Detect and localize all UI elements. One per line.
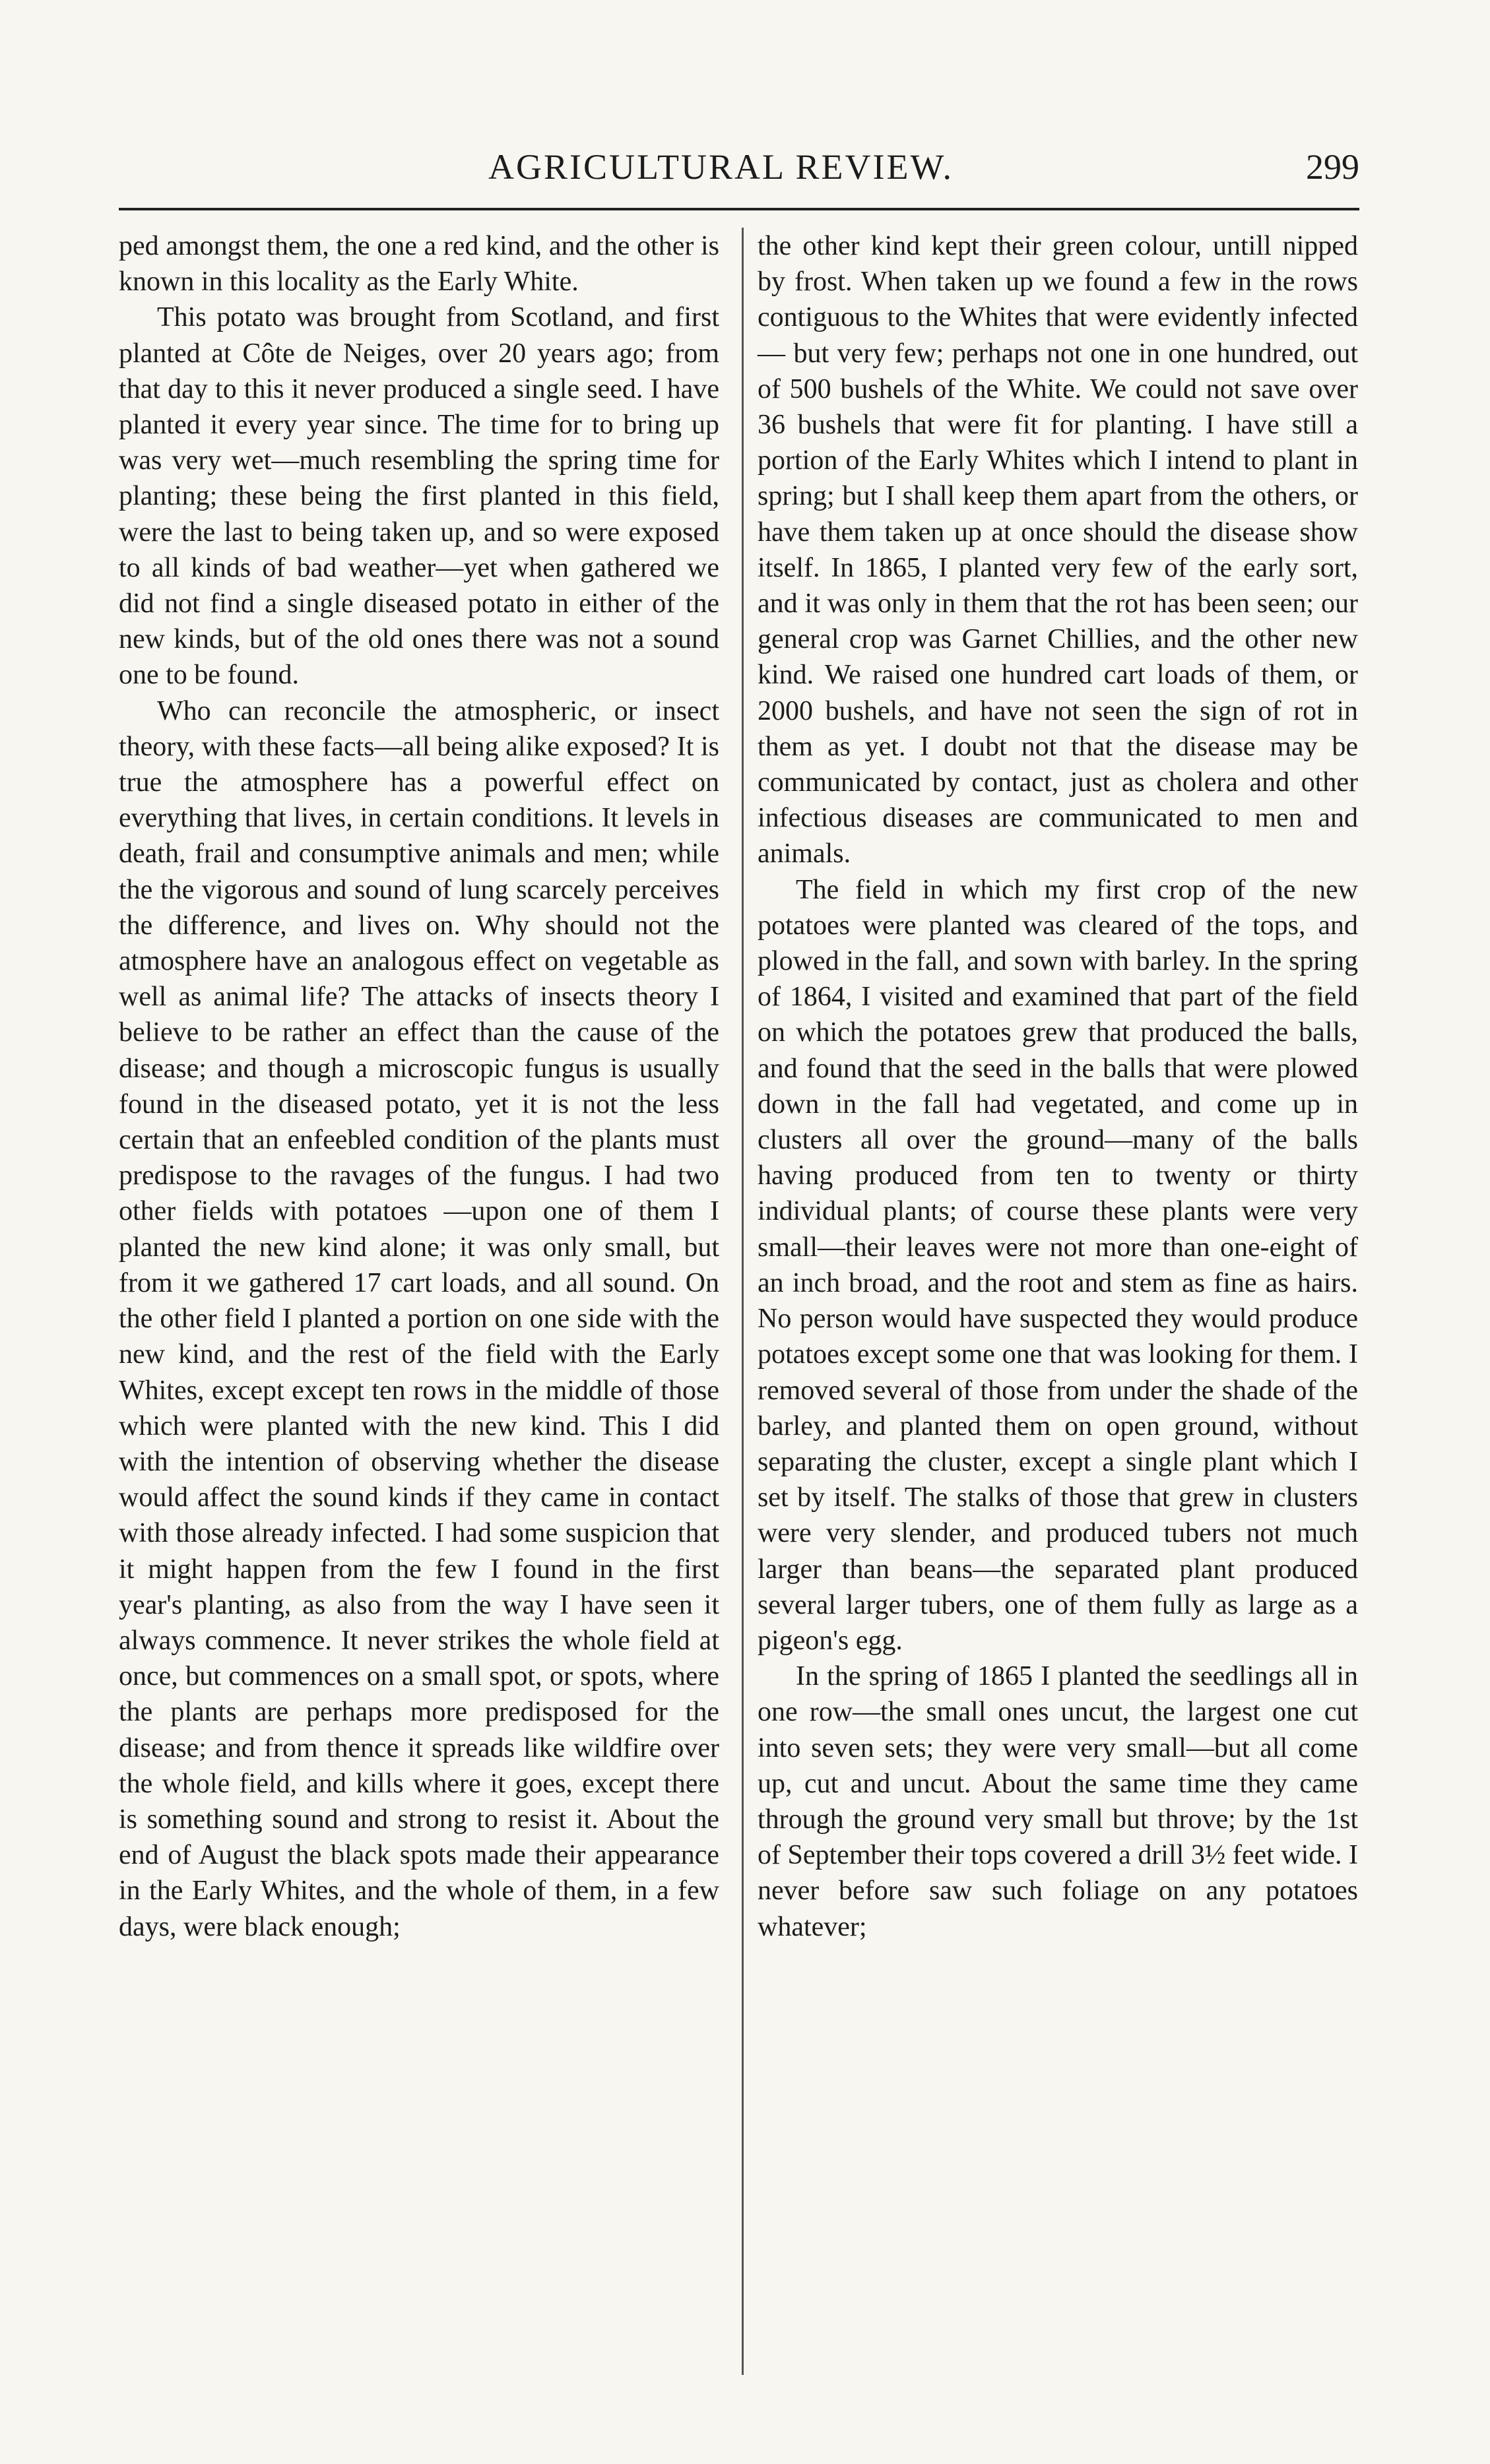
left-column [119,228,719,1945]
paragraph: Who can reconcile the atmospheric, or insect theory, with these facts—all being alike exposed? It is true the atmosphere has a powerful effect on everything that lives, in certain conditions. It levels in death, frail and consumptive animals and men; while the the vigorous and sound of lung scarcely perceives the difference, and lives on. Why should not the atmosphere have an analogous effect on vegetable as well as animal life? The attacks of insects theory I believe to be rather an effect than the cause of the disease; and though a microscopic fungus is usually found in the diseased potato, yet it is not the less certain that an enfeebled condition of the plants must predispose to the ravages of the fungus. I had two other fields with potatoes —upon one of them I planted the new kind alone; it was only small, but from it we gathered 17 cart loads, and all sound. On the other field I planted a portion on one side with the new kind, and the rest of the field with the Early Whites, except except ten rows in the middle of those which were planted with the new kind. This I did with the intention of observing whether the disease would affect the sound kinds if they came in contact with those already infected. I had some suspicion that it might happen from the few I found in the first year's planting, as also from the way I have seen it always commence. It never strikes the whole field at once, but commences on a small spot, or spots, where the plants are perhaps more predisposed for the disease; and from thence it spreads like wildfire over the whole field, and kills where it goes, except there is something sound and strong to resist it. About the end of August the black spots made their appearance in the Early Whites, and the whole of them, in a few days, were black enough; [119,695,719,1942]
paragraph: ped amongst them, the one a red kind, and the other is known in this locality as the Early White. [119,231,719,298]
paragraph: This potato was brought from Scotland, and first planted at Côte de Neiges, over 20 years ago; from that day to this it never produced a single seed. I have planted it every year since. The time for to bring up was very wet—much resembling the spring time for planting; these being the first planted in this field, were the last to being taken up, and so were exposed to all kinds of bad weather—yet when gathered we did not find a single diseased potato in either of the new kinds, but of the old ones there was not a sound one to be found. [119,302,719,691]
header-rule [119,208,1359,210]
column-divider [742,228,744,2375]
running-title: AGRICULTURAL REVIEW. [488,147,954,187]
paragraph: The field in which my first crop of the new potatoes were planted was cleared of the tops, and plowed in the fall, and sown with barley. In the spring of 1864, I visited and examined that part of the field on which the potatoes grew that produced the balls, and found that the seed in the balls that were plowed down in the fall had vegetated, and come up in clusters all over the ground—many of the balls having produced from ten to twenty or thirty individual plants; of course these plants were very small—their leaves were not more than one-eight of an inch broad, and the root and stem as fine as hairs. No person would have suspected they would produce potatoes except some one that was looking for them. I removed several of those from under the shade of the barley, and planted them on open ground, without separating the cluster, except a single plant which I set by itself. The stalks of those that grew in clusters were very slender, and produced tubers not much larger than beans—the separated plant produced several larger tubers, one of them fully as large as a pigeon's egg. [758,874,1358,1656]
page-number: 299 [1306,147,1359,187]
right-column [758,228,1358,1945]
paragraph: the other kind kept their green colour, untill nipped by frost. When taken up we found a few in the rows contiguous to the Whites that were evidently infected— but very few; perhaps not one in one hundred, out of 500 bushels of the White. We could not save over 36 bushels that were fit for planting. I have still a portion of the Early Whites which I intend to plant in spring; but I shall keep them apart from the others, or have them taken up at once should the disease show itself. In 1865, I planted very few of the early sort, and it was only in them that the rot has been seen; our general crop was Garnet Chillies, and the other new kind. We raised one hundred cart loads of them, or 2000 bushels, and have not seen the sign of rot in them as yet. I doubt not that the disease may be communicated by contact, just as cholera and other infectious diseases are communicated to men and animals. [758,231,1358,869]
paragraph: In the spring of 1865 I planted the seedlings all in one row—the small ones uncut, the largest one cut into seven sets; they were very small—but all come up, cut and uncut. About the same time they came through the ground very small but throve; by the 1st of September their tops covered a drill 3½ feet wide. I never before saw such foliage on any potatoes whatever; [758,1661,1358,1942]
page-header [119,146,1359,193]
